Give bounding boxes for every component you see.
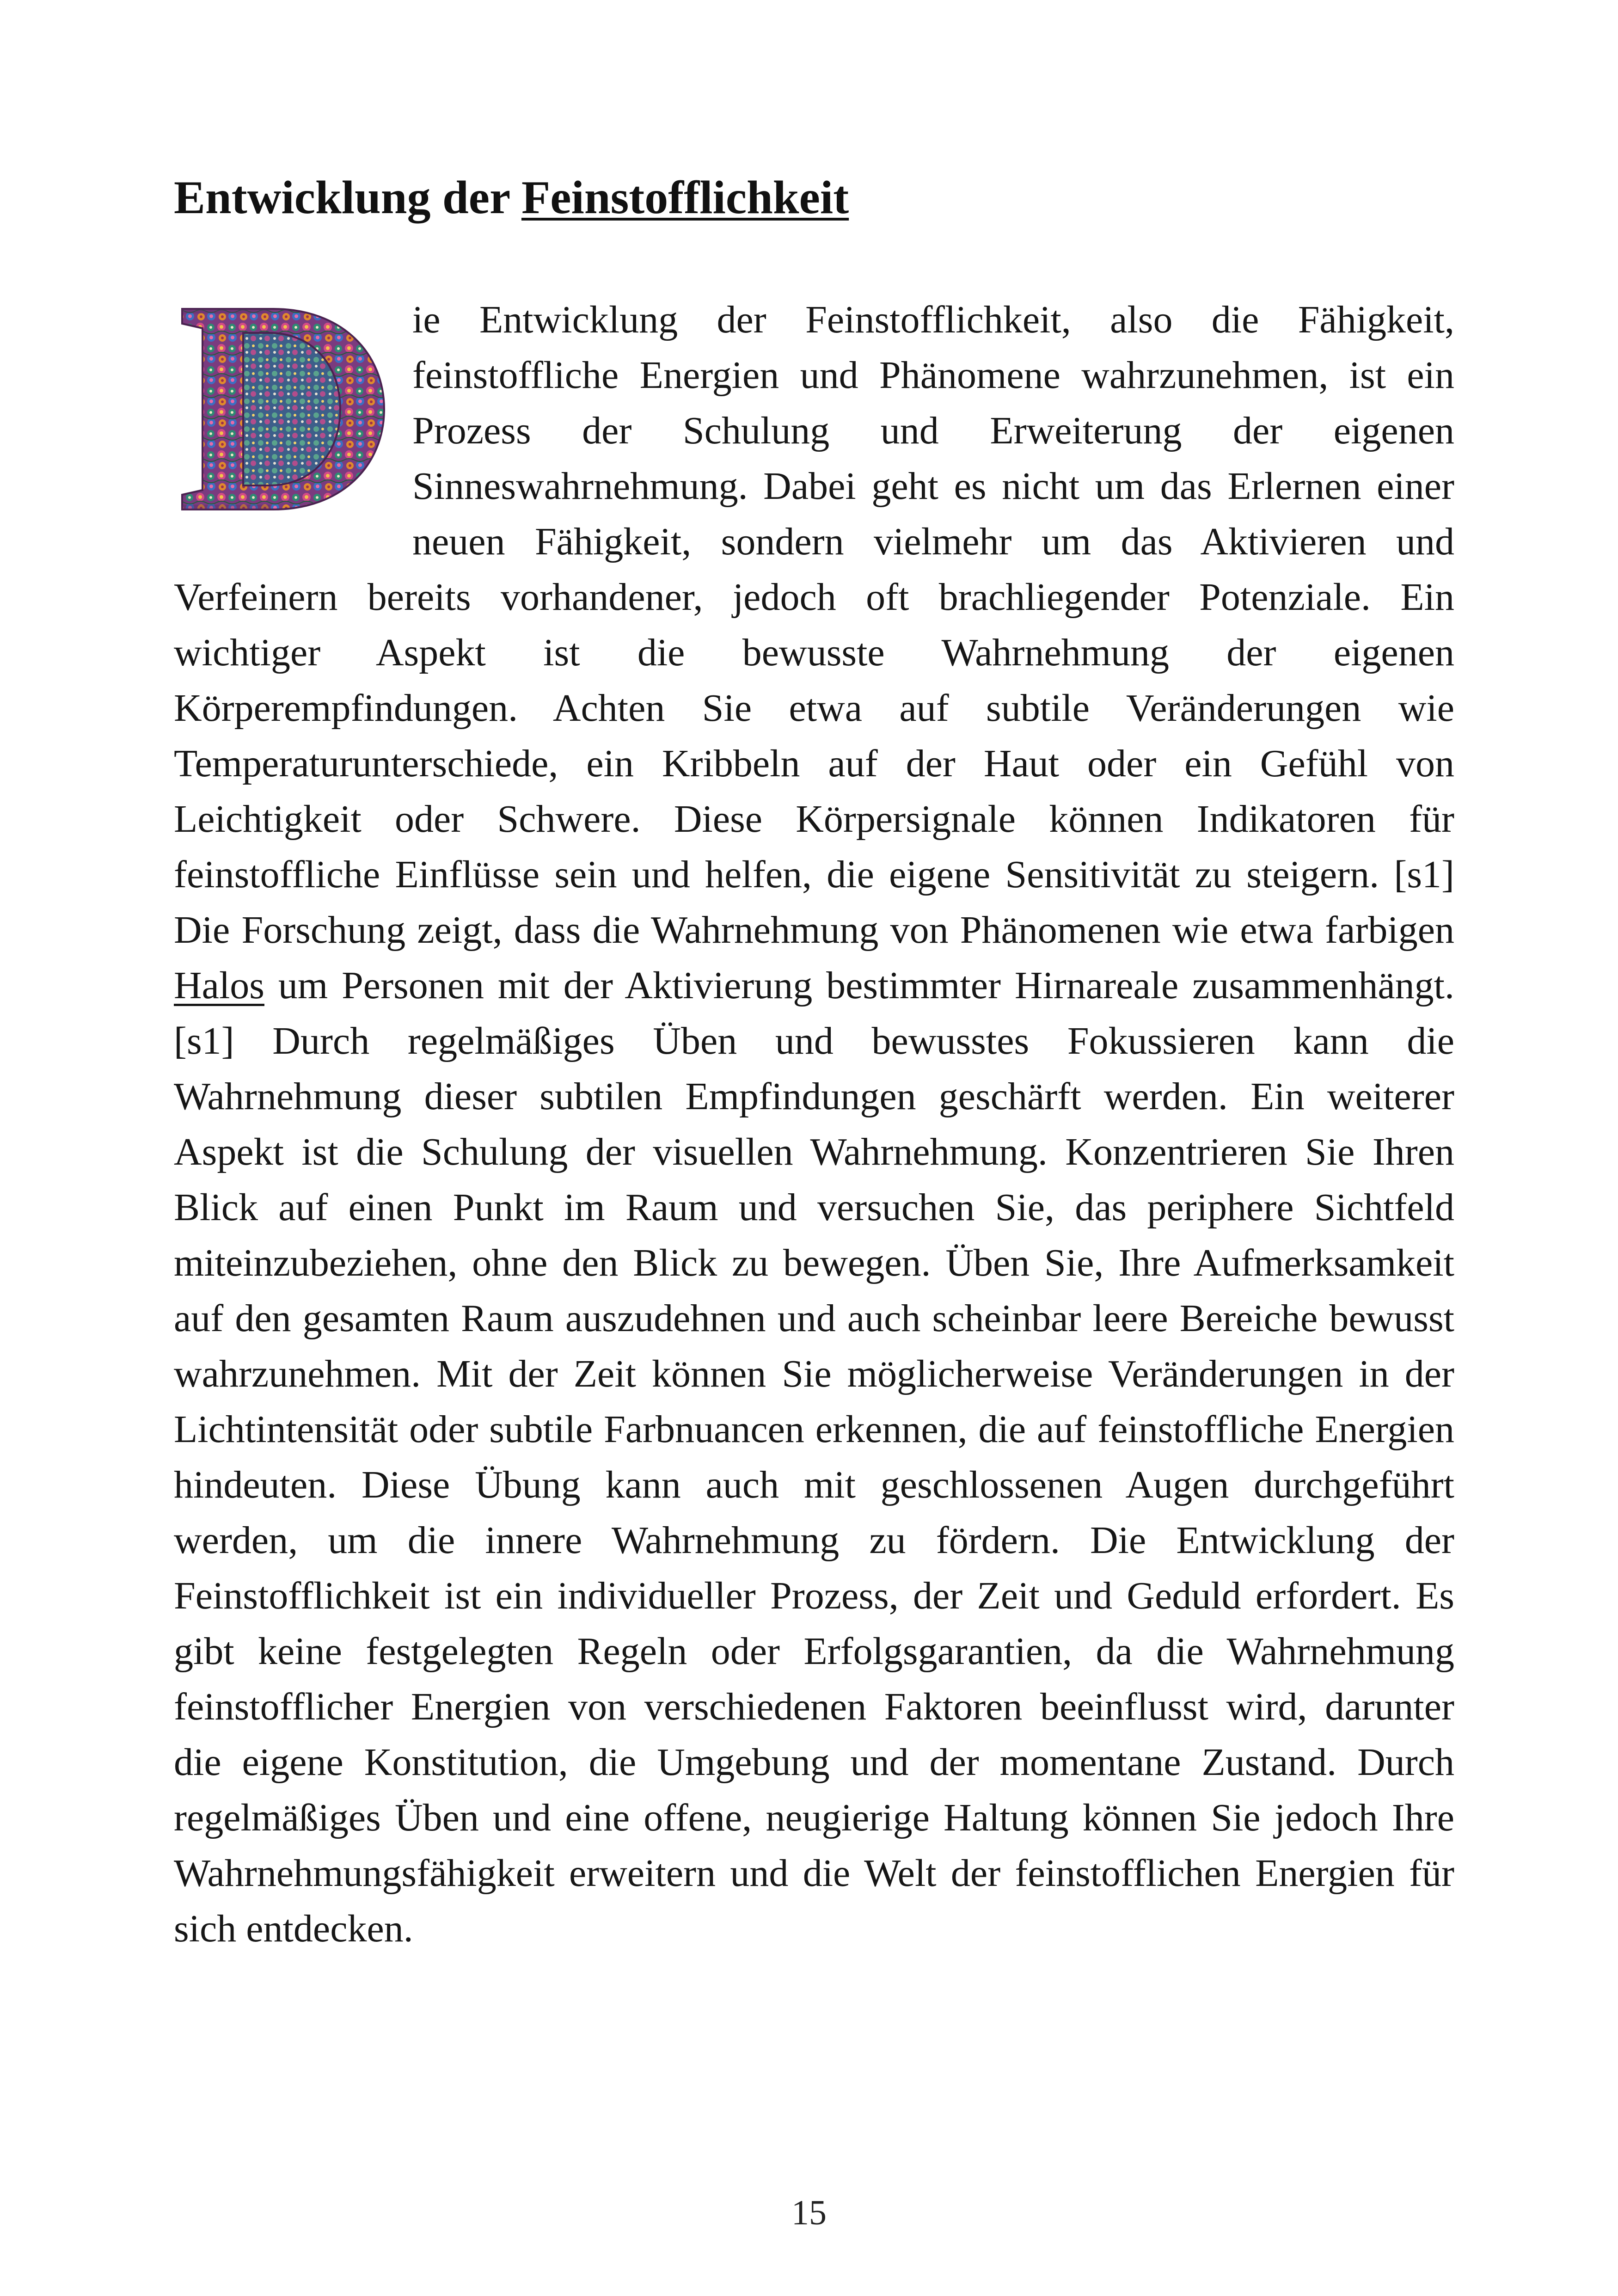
halos-link[interactable]: Halos [174,964,264,1007]
page-title-prefix: Entwicklung der [174,172,521,224]
page-title [174,172,849,224]
body-text-part-1: ie Entwicklung der Feinstofflichkeit, also die Fähigkeit, feinstoffliche Energien und Phänomene wahrzunehmen, ist ein Prozess der Schulung und Erweiterung der eigenen Sinneswahrnehmung. Dabei geht es nicht um das Erlernen einer neuen Fähigkeit, sondern vielmehr um das Aktivieren und Verfeinern bereits vorhandener, jedoch oft brachliegender Potenziale. Ein wichtiger Aspekt ist die bewusste Wahrnehmung der eigenen Körperempfindungen. Achten Sie etwa auf subtile Veränderungen wie Temperaturunterschiede, ein Kribbeln auf der Haut oder ein Gefühl von Leichtigkeit oder Schwere. Diese Körpersignale können Indikatoren für feinstoffliche Einflüsse sein und helfen, die eigene Sensitivität zu steigern. [s1] Die Forschung zeigt, dass die Wahrnehmung von Phänomenen wie etwa farbigen [174,298,1454,952]
page-number: 15 [791,2193,827,2232]
body-text-part-2: um Personen mit der Aktivierung bestimmter Hirnareale zusammenhängt. [s1] Durch regelmäßiges Üben und bewusstes Fokussieren kann die Wahrnehmung dieser subtilen Empfindungen geschärft werden. Ein weiterer Aspekt ist die Schulung der visuellen Wahrnehmung. Konzentrieren Sie Ihren Blick auf einen Punkt im Raum und versuchen Sie, das periphere Sichtfeld miteinzubeziehen, ohne den Blick zu bewegen. Üben Sie, Ihre Aufmerksamkeit auf den gesamten Raum auszudehnen und auch scheinbar leere Bereiche bewusst wahrzunehmen. Mit der Zeit können Sie möglicherweise Veränderungen in der Lichtintensität oder subtile Farbnuancen erkennen, die auf feinstoffliche Energien hindeuten. Diese Übung kann auch mit geschlossenen Augen durchgeführt werden, um die innere Wahrnehmung zu fördern. Die Entwicklung der Feinstofflichkeit ist ein individueller Prozess, der Zeit und Geduld erfordert. Es gibt keine festgelegten Regeln oder Erfolgsgarantien, da die Wahrnehmung feinstofflicher Energien von verschiedenen Faktoren beeinflusst wird, darunter die eigene Konstitution, die Umgebung und der momentane Zustand. Durch regelmäßiges Üben und eine offene, neugierige Haltung können Sie jedoch Ihre Wahrnehmungsfähigkeit erweitern und die Welt der feinstofflichen Energien für sich entdecken. [174,964,1454,1950]
page-title-underlined-term: Feinstofflichkeit [521,172,849,224]
body-paragraph [174,292,1454,1957]
ornamental-initial-d-icon [174,301,391,518]
